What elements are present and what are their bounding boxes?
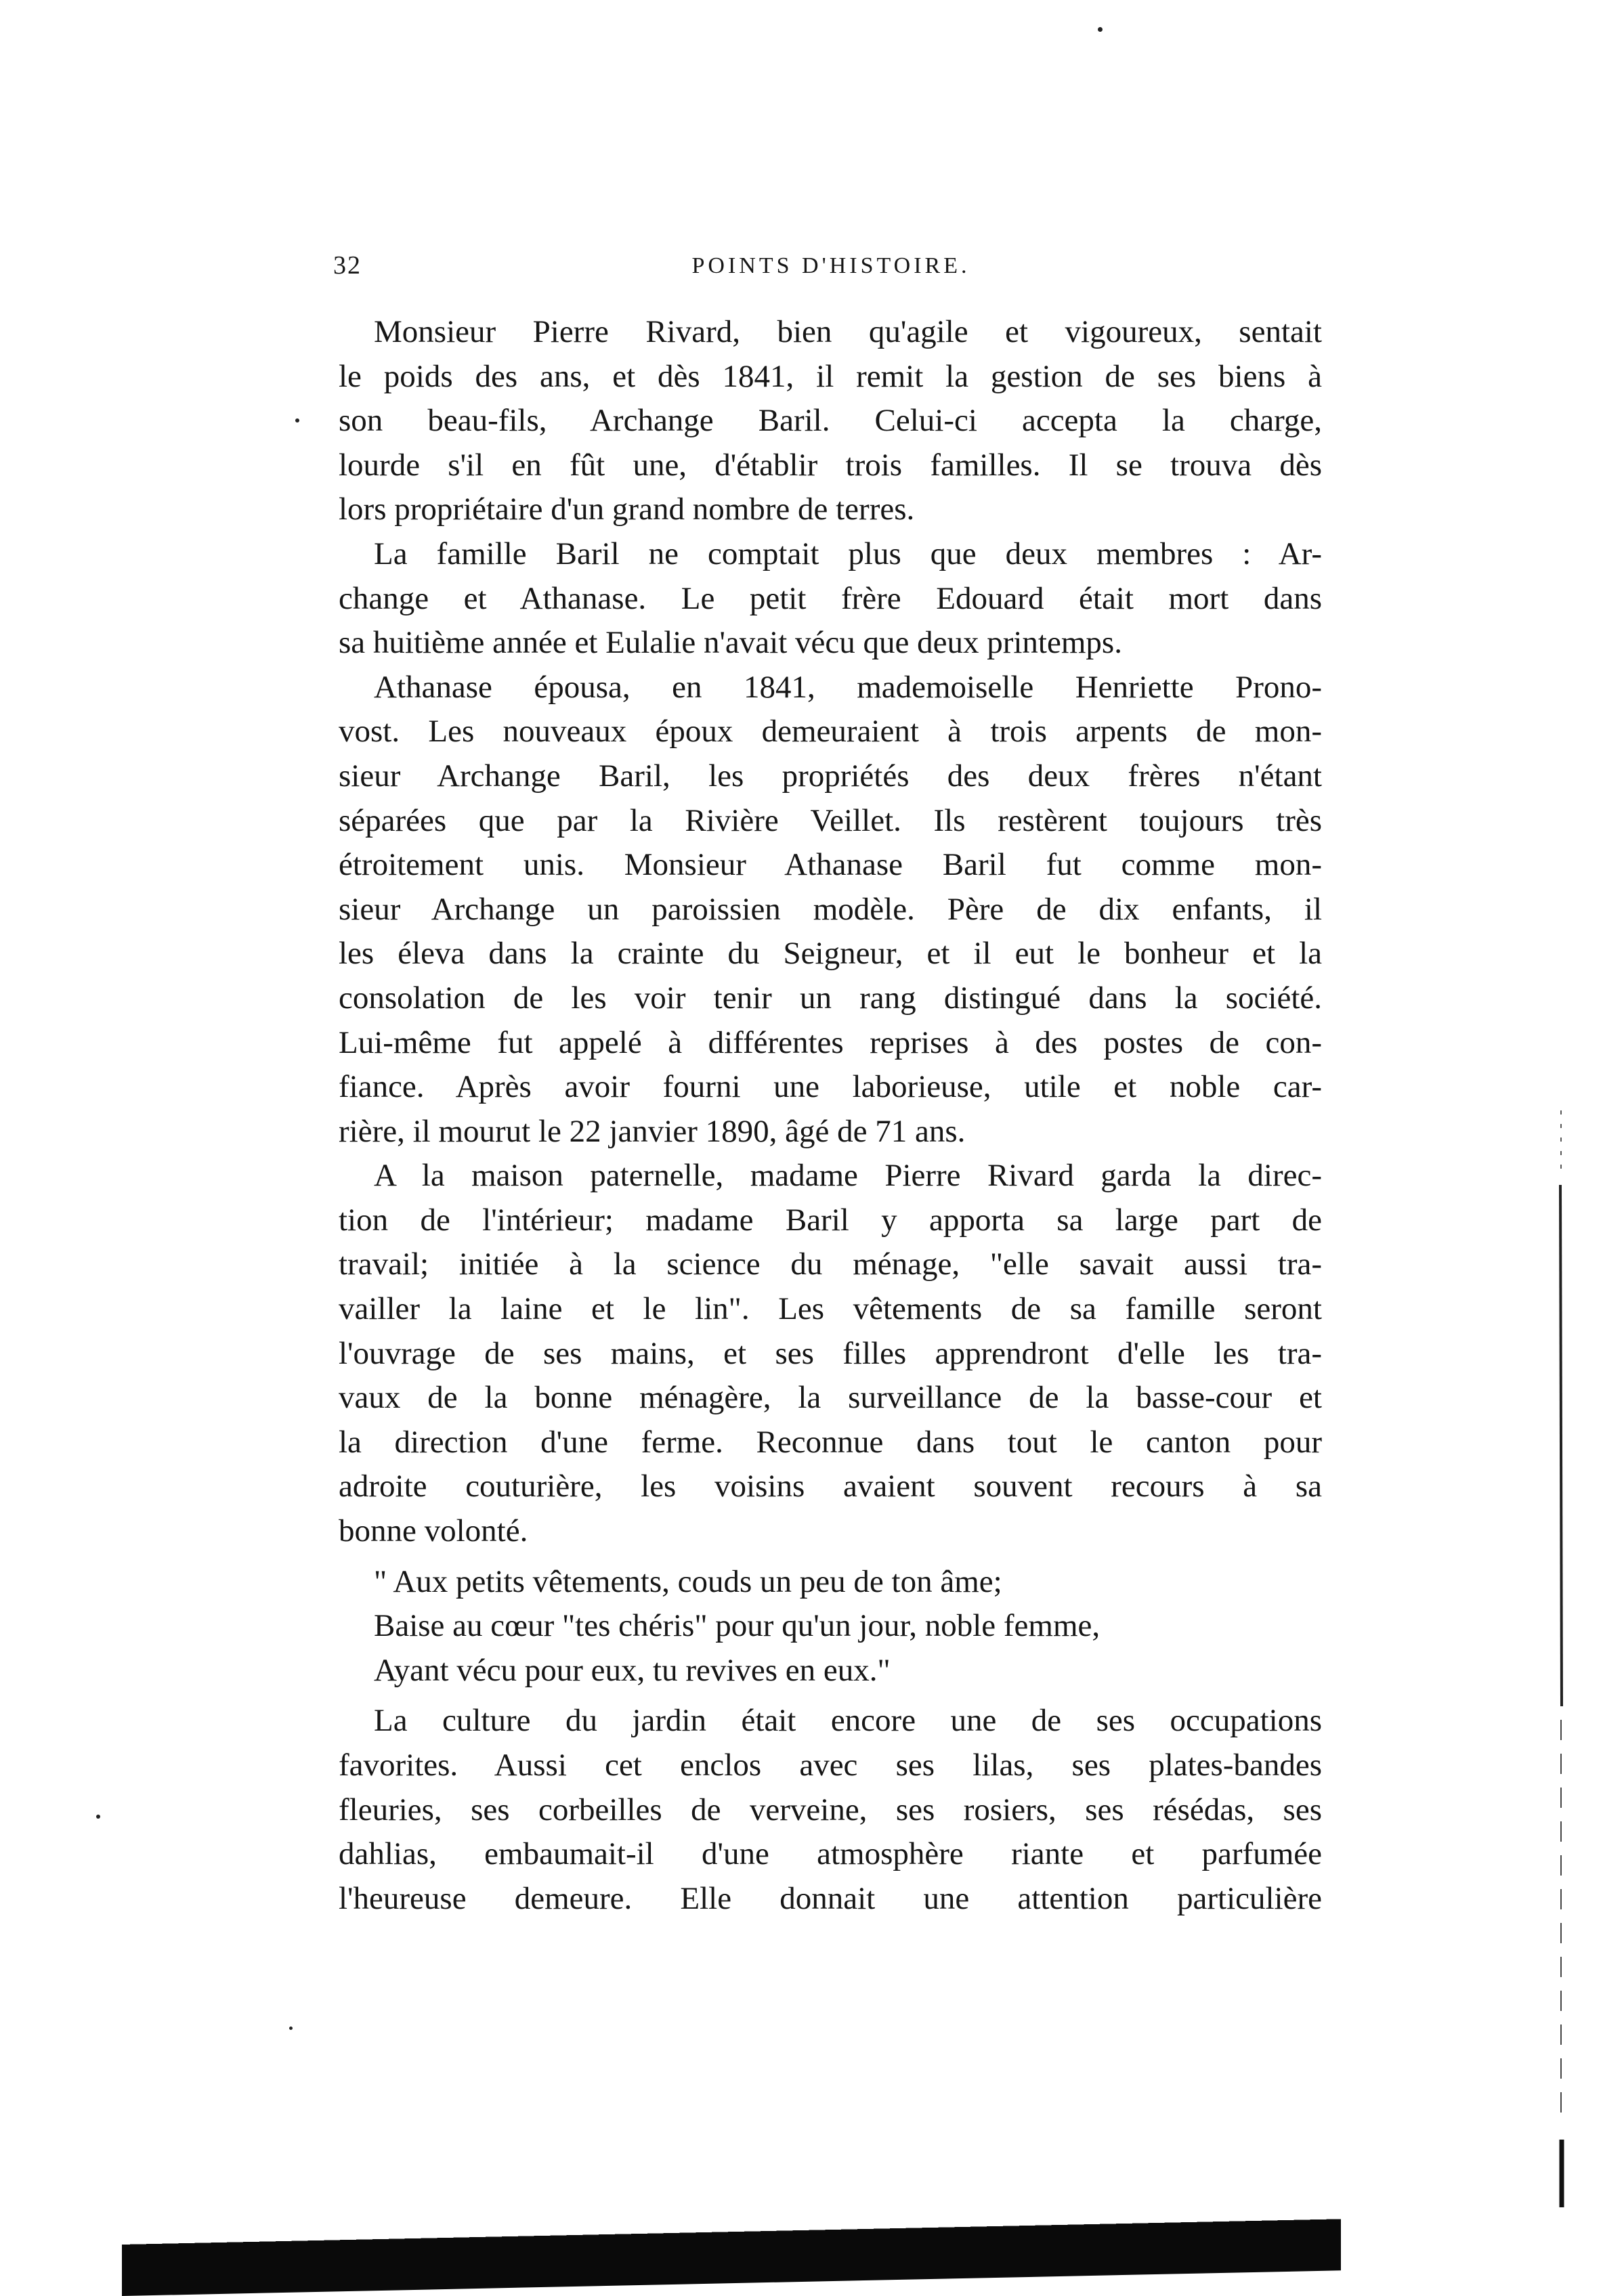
poem-quote — [374, 1560, 1322, 1693]
text-line: La famille Baril ne comptait plus que deux membres : Ar- — [374, 536, 1322, 571]
scan-edge-marks — [1558, 1110, 1564, 2221]
text-line: rière, il mourut le 22 janvier 1890, âgé de 71 ans. — [339, 1113, 966, 1149]
page-number: 32 — [333, 251, 362, 280]
text-line: La culture du jardin était encore une de ses occupations — [374, 1703, 1322, 1739]
page-header — [333, 251, 1329, 291]
text-line: A la maison paternelle, madame Pierre Rivard garda la direc- — [374, 1158, 1322, 1194]
paragraph-3 — [339, 666, 1322, 1154]
text-line: favorites. Aussi cet enclos avec ses lilas, ses plates-bandes — [339, 1748, 1322, 1783]
scan-speck — [289, 2027, 293, 2030]
body-text — [339, 310, 1322, 1921]
paragraph-4 — [339, 1154, 1322, 1553]
paragraph-2 — [339, 532, 1322, 666]
text-line: lourde s'il en fût une, d'établir trois familles. Il se trouva dès — [339, 447, 1322, 483]
text-line: Monsieur Pierre Rivard, bien qu'agile et vigoureux, sentait — [374, 314, 1322, 349]
text-line: lors propriétaire d'un grand nombre de terres. — [339, 492, 915, 527]
text-line: travail; initiée à la science du ménage, "elle savait aussi tra- — [339, 1247, 1322, 1282]
paragraph-1 — [339, 310, 1322, 532]
text-line: consolation de les voir tenir un rang distingué dans la société. — [339, 980, 1322, 1016]
text-line: vailler la laine et le lin". Les vêtements de sa famille seront — [339, 1291, 1322, 1327]
poem-line: Baise au cœur "tes chéris" pour qu'un jour, noble femme, — [374, 1608, 1100, 1644]
text-line: vaux de la bonne ménagère, la surveillance de la basse-cour et — [339, 1380, 1322, 1416]
poem-line: " Aux petits vêtements, couds un peu de ton âme; — [374, 1563, 1002, 1599]
text-line: étroitement unis. Monsieur Athanase Baril fut comme mon- — [339, 847, 1322, 883]
text-line: dahlias, embaumait-il d'une atmosphère riante et parfumée — [339, 1836, 1322, 1872]
text-line: fleuries, ses corbeilles de verveine, ses rosiers, ses résédas, ses — [339, 1792, 1322, 1827]
text-line: fiance. Après avoir fourni une laborieuse, utile et noble car- — [339, 1069, 1322, 1105]
poem-line: Ayant vécu pour eux, tu revives en eux." — [374, 1652, 891, 1688]
scan-speck — [295, 418, 299, 423]
text-line: sieur Archange Baril, les propriétés des deux frères n'étant — [339, 758, 1322, 794]
text-line: change et Athanase. Le petit frère Edouard était mort dans — [339, 580, 1322, 616]
text-line: tion de l'intérieur; madame Baril y apporta sa large part de — [339, 1202, 1322, 1238]
text-line: vost. Les nouveaux époux demeuraient à trois arpents de mon- — [339, 714, 1322, 750]
text-line: son beau-fils, Archange Baril. Celui-ci accepta la charge, — [339, 403, 1322, 439]
text-line: sieur Archange un paroissien modèle. Père de dix enfants, il — [339, 891, 1322, 927]
text-line: l'ouvrage de ses mains, et ses filles apprendront d'elle les tra- — [339, 1335, 1322, 1371]
text-line: bonne volonté. — [339, 1513, 528, 1549]
text-line: les éleva dans la crainte du Seigneur, et il eut le bonheur et la — [339, 936, 1322, 972]
paragraph-5 — [339, 1699, 1322, 1921]
text-line: sa huitième année et Eulalie n'avait vécu que deux printemps. — [339, 625, 1122, 661]
text-line: la direction d'une ferme. Reconnue dans tout le canton pour — [339, 1424, 1322, 1460]
text-line: l'heureuse demeure. Elle donnait une attention particulière — [339, 1880, 1322, 1916]
text-line: le poids des ans, et dès 1841, il remit la gestion de ses biens à — [339, 358, 1322, 394]
text-line: Athanase épousa, en 1841, mademoiselle Henriette Prono- — [374, 669, 1322, 705]
running-title: POINTS D'HISTOIRE. — [691, 253, 970, 278]
text-line: Lui-même fut appelé à différentes reprises à des postes de con- — [339, 1024, 1322, 1060]
text-line: adroite couturière, les voisins avaient souvent recours à sa — [339, 1469, 1322, 1504]
text-line: séparées que par la Rivière Veillet. Ils restèrent toujours très — [339, 802, 1322, 838]
scan-speck — [1098, 27, 1103, 32]
scan-edge-bar — [122, 2198, 1341, 2296]
scan-speck — [96, 1815, 100, 1819]
